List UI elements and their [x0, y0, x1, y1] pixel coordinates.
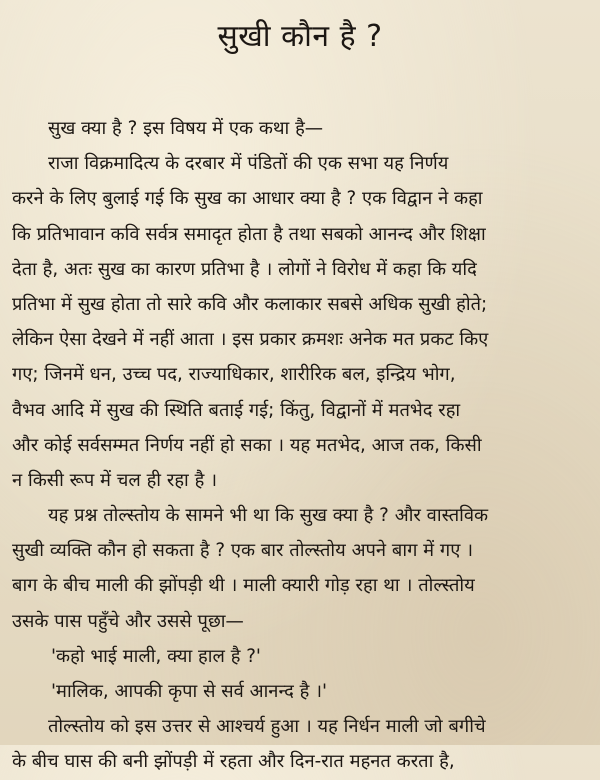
text-line: न किसी रूप में चल ही रहा है । [12, 469, 218, 491]
dialogue-line: 'कहो भाई माली, क्या हाल है ?' [51, 645, 261, 667]
text-line: राजा विक्रमादित्य के दरबार में पंडितों की एक सभा यह निर्णय [48, 153, 449, 175]
body-text [12, 111, 594, 780]
text-line: लेकिन ऐसा देखने में नहीं आता । इस प्रकार क्रमशः अनेक मत प्रकट किए [12, 329, 489, 351]
text-line: यह प्रश्न तोल्स्तोय के सामने भी था कि सुख क्या है ? और वास्तविक [48, 505, 489, 527]
text-line: कि प्रतिभावान कवि सर्वत्र समादृत होता है तथा सबको आनन्द और शिक्षा [12, 223, 486, 245]
text-line: प्रतिभा में सुख होता तो सारे कवि और कलाकार सबसे अधिक सुखी होते; [12, 293, 488, 315]
text-line: तोल्स्तोय को इस उत्तर से आश्चर्य हुआ । यह निर्धन माली जो बगीचे [48, 716, 486, 738]
text-line: गए; जिनमें धन, उच्च पद, राज्याधिकार, शारीरिक बल, इन्द्रिय भोग, [12, 364, 456, 386]
text-line: सुख क्या है ? इस विषय में एक कथा है— [48, 118, 324, 139]
text-line: उसके पास पहुँचे और उससे पूछा— [12, 610, 244, 632]
text-line: सुखी व्यक्ति कौन हो सकता है ? एक बार तोल्स्तोय अपने बाग में गए । [12, 540, 474, 562]
text-line: करने के लिए बुलाई गई कि सुख का आधार क्या है ? एक विद्वान ने कहा [12, 188, 483, 210]
text-line: के बीच घास की बनी झोंपड़ी में रहता और दिन-रात महनत करता है, [12, 751, 455, 773]
text-line: देता है, अतः सुख का कारण प्रतिभा है । लोगों ने विरोध में कहा कि यदि [12, 258, 477, 280]
dialogue-line: 'मालिक, आपकी कृपा से सर्व आनन्द है ।' [51, 681, 328, 702]
page-title: सुखी कौन है ? [217, 19, 383, 54]
text-line: बाग के बीच माली की झोंपड़ी थी । माली क्यारी गोड़ रहा था । तोल्स्तोय [12, 575, 475, 597]
text-line: और कोई सर्वसम्मत निर्णय नहीं हो सका । यह मतभेद, आज तक, किसी [12, 434, 482, 456]
text-line: वैभव आदि में सुख की स्थिति बताई गई; किंतु, विद्वानों में मतभेद रहा [12, 399, 461, 421]
